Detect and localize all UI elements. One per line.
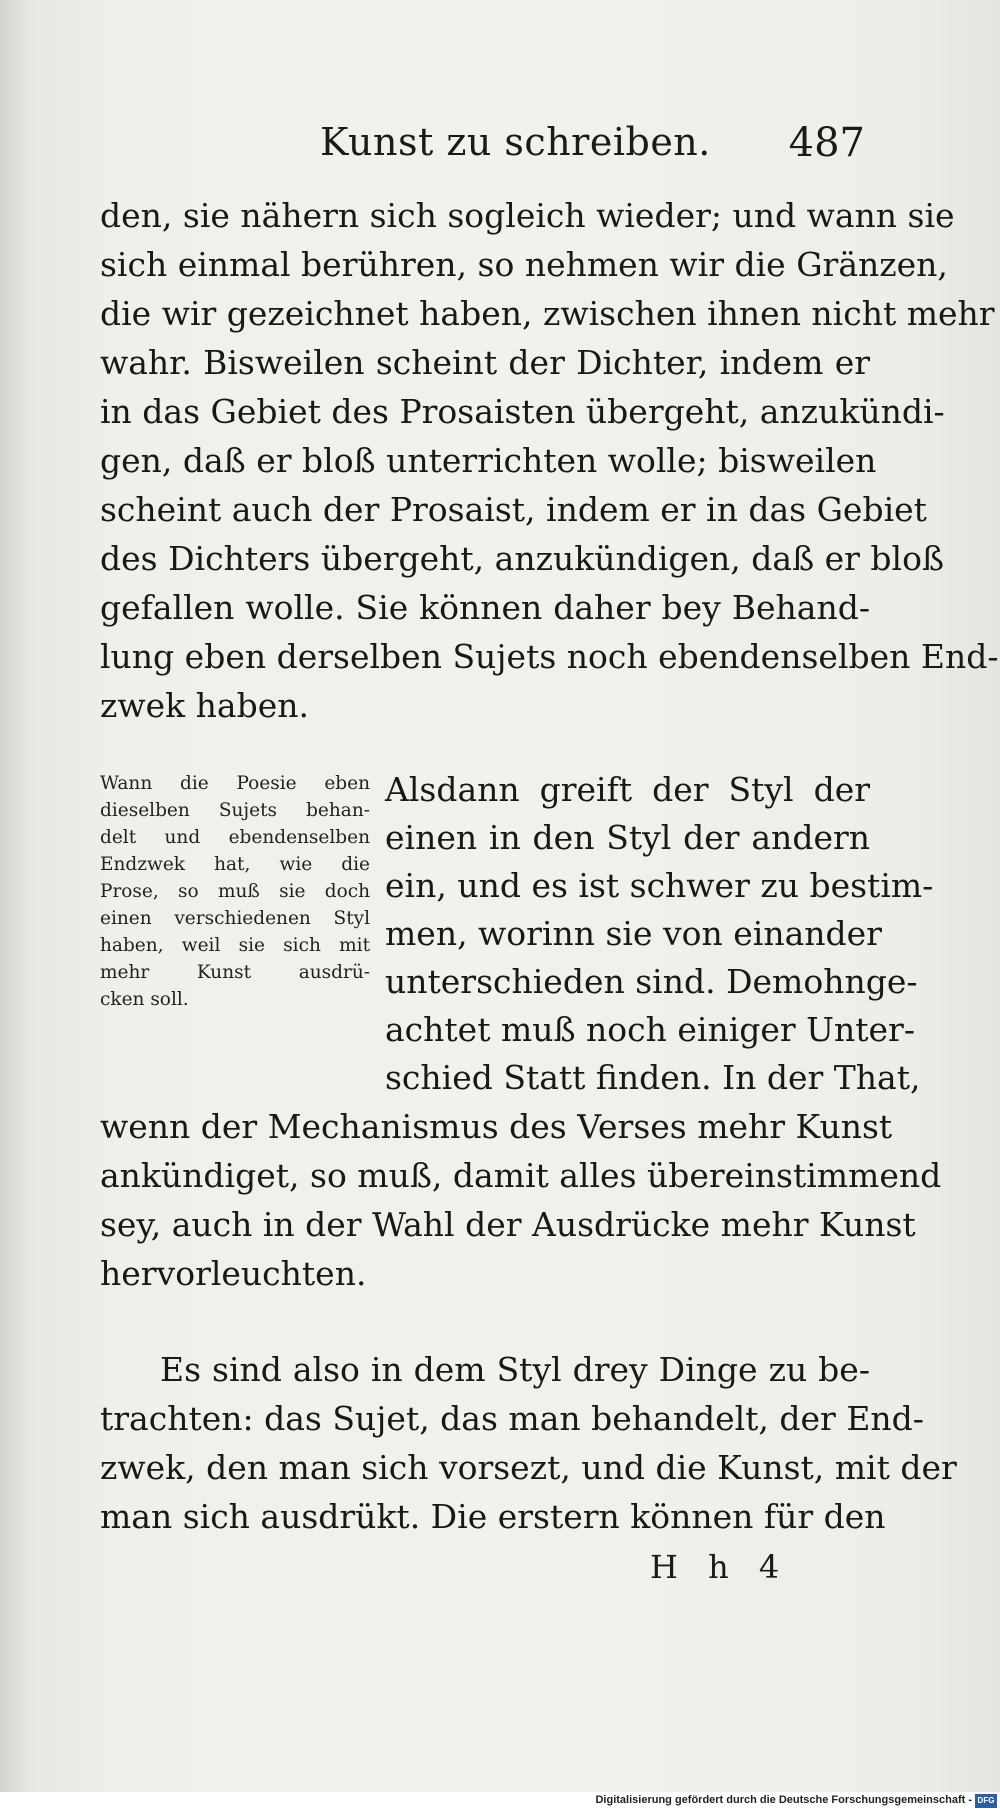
margin-note-line: delt und ebendenselben xyxy=(100,827,370,848)
margin-note-line: cken soll. xyxy=(100,989,189,1010)
text-line: schied Statt finden. In der That, xyxy=(385,1058,921,1097)
margin-note-line: einen verschiedenen Styl xyxy=(100,908,370,929)
text-line: scheint auch der Prosaist, indem er in das Gebiet xyxy=(100,490,927,529)
margin-note-line: haben, weil sie sich mit xyxy=(100,935,370,956)
text-line: die wir gezeichnet haben, zwischen ihnen nicht mehr xyxy=(100,294,995,333)
text-line: des Dichters übergeht, anzukündigen, daß er bloß xyxy=(100,539,944,578)
text-line: sey, auch in der Wahl der Ausdrücke mehr Kunst xyxy=(100,1205,916,1244)
text-line: in das Gebiet des Prosaisten übergeht, anzukündi- xyxy=(100,392,945,431)
margin-note-line: Wann die Poesie eben xyxy=(100,773,370,794)
margin-note-line: Prose, so muß sie doch xyxy=(100,881,370,902)
text-line: wenn der Mechanismus des Verses mehr Kunst xyxy=(100,1107,893,1146)
text-line: Es sind also in dem Styl drey Dinge zu be- xyxy=(160,1350,870,1389)
text-line: wahr. Bisweilen scheint der Dichter, indem er xyxy=(100,343,870,382)
signature-mark: H h 4 xyxy=(650,1548,790,1586)
text-line: gen, daß er bloß unterrichten wolle; bisweilen xyxy=(100,441,877,480)
marginal-note xyxy=(100,770,370,1013)
margin-note-line: Endzwek hat, wie die xyxy=(100,854,370,875)
dfg-logo: DFG xyxy=(975,1794,997,1808)
digitization-footer xyxy=(0,1792,1000,1811)
page-number: 487 xyxy=(788,120,865,166)
text-line: einen in den Styl der andern xyxy=(385,818,870,857)
text-line: ankündiget, so muß, damit alles übereinstimmend xyxy=(100,1156,942,1195)
text-line: hervorleuchten. xyxy=(100,1254,367,1293)
text-line: gefallen wolle. Sie können daher bey Behand- xyxy=(100,588,870,627)
text-line: lung eben derselben Sujets noch ebendenselben End- xyxy=(100,637,999,676)
margin-note-line: mehr Kunst ausdrü- xyxy=(100,962,370,983)
text-line: zwek haben. xyxy=(100,686,309,725)
funding-credit: Digitalisierung gefördert durch die Deutsche Forschungsgemeinschaft - xyxy=(595,1794,972,1806)
page-header xyxy=(320,120,880,170)
text-line: Alsdann greift der Styl der xyxy=(385,770,870,809)
text-line: unterschieden sind. Demohnge- xyxy=(385,962,918,1001)
text-line: trachten: das Sujet, das man behandelt, der End- xyxy=(100,1399,924,1438)
text-line: man sich ausdrükt. Die erstern können für den xyxy=(100,1497,886,1536)
text-line: den, sie nähern sich sogleich wieder; und wann sie xyxy=(100,196,955,235)
running-title: Kunst zu schreiben. xyxy=(320,120,711,164)
text-line: men, worinn sie von einander xyxy=(385,914,882,953)
text-line: sich einmal berühren, so nehmen wir die Gränzen, xyxy=(100,245,948,284)
text-line: zwek, den man sich vorsezt, und die Kunst, mit der xyxy=(100,1448,957,1487)
text-line: ein, und es ist schwer zu bestim- xyxy=(385,866,934,905)
margin-note-line: dieselben Sujets behan- xyxy=(100,800,370,821)
text-line: achtet muß noch einiger Unter- xyxy=(385,1010,915,1049)
